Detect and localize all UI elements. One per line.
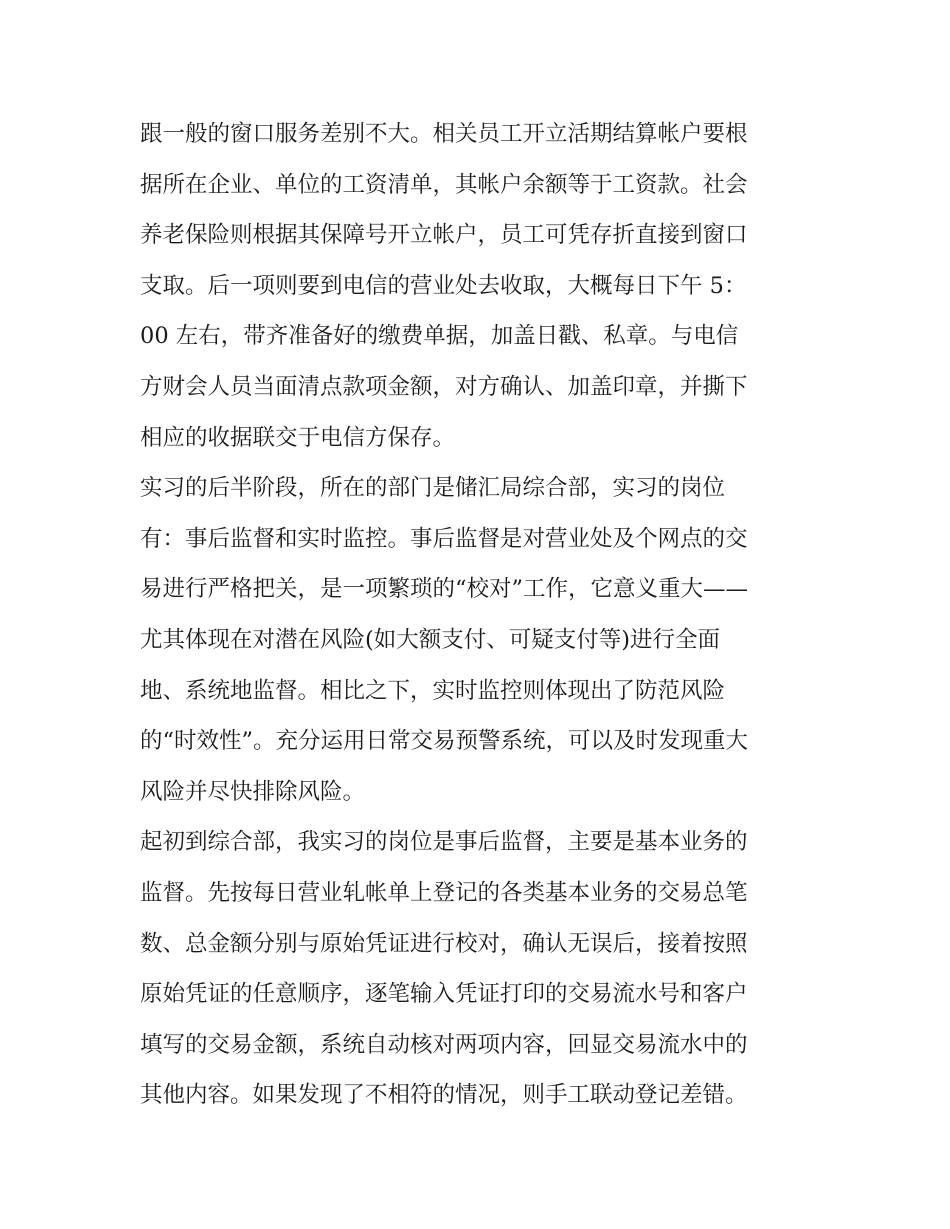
text-line: 实习的后半阶段，所在的部门是储汇局综合部，实习的岗位 (140, 475, 726, 502)
text-line: 原始凭证的任意顺序，逐笔输入凭证打印的交易流水号和客户 (140, 981, 748, 1008)
text-line: 相应的收据联交于电信方保存。 (140, 424, 456, 451)
text-line: 数、总金额分别与原始凭证进行校对，确认无误后，接着按照 (140, 930, 748, 957)
text-line: 填写的交易金额，系统自动核对两项内容，回显交易流水中的 (140, 1031, 748, 1058)
text-line: 的“时效性”。充分运用日常交易预警系统，可以及时发现重大 (140, 728, 749, 755)
text-line: 支取。后一项则要到电信的营业处去收取，大概每日下午 5： (140, 272, 747, 299)
text-line: 其他内容。如果发现了不相符的情况，则手工联动登记差错。 (140, 1082, 748, 1109)
document-body (140, 109, 820, 1121)
text-line: 地、系统地监督。相比之下，实时监控则体现出了防范风险 (140, 677, 726, 704)
text-line: 易进行严格把关，是一项繁琐的“校对”工作，它意义重大—— (140, 576, 749, 603)
text-line: 据所在企业、单位的工资清单，其帐户余额等于工资款。社会 (140, 171, 748, 198)
text-line: 养老保险则根据其保障号开立帐户，员工可凭存折直接到窗口 (140, 222, 748, 249)
paragraph-2 (140, 463, 820, 817)
paragraph-1 (140, 109, 820, 463)
text-line: 有：事后监督和实时监控。事后监督是对营业处及个网点的交 (140, 525, 748, 552)
text-line: 风险并尽快排除风险。 (140, 778, 366, 805)
text-line: 00 左右，带齐准备好的缴费单据，加盖日戳、私章。与电信 (140, 323, 739, 350)
text-line: 尤其体现在对潜在风险(如大额支付、可疑支付等)进行全面 (140, 626, 721, 653)
text-line: 方财会人员当面清点款项金额，对方确认、加盖印章，并撕下 (140, 373, 748, 400)
text-line: 跟一般的窗口服务差别不大。相关员工开立活期结算帐户要根 (140, 121, 748, 147)
text-line: 起初到综合部，我实习的岗位是事后监督，主要是基本业务的 (140, 829, 748, 856)
text-line: 监督。先按每日营业轧帐单上登记的各类基本业务的交易总笔 (140, 879, 748, 906)
paragraph-3 (140, 817, 820, 1121)
